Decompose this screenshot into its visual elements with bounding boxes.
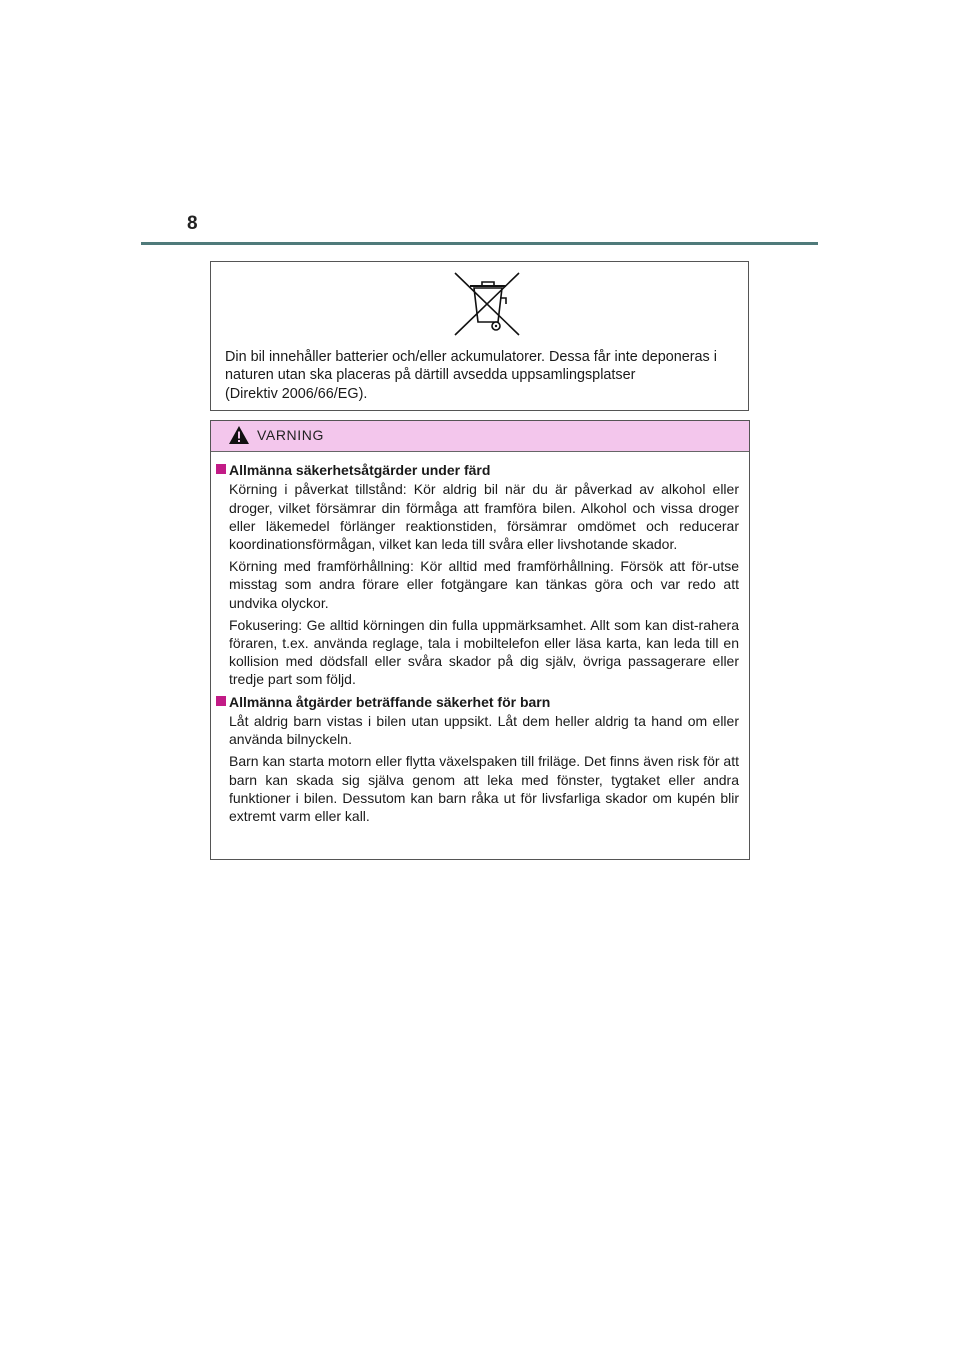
- notice-line: Din bil innehåller batterier och/eller ackumulatorer. Dessa får inte deponeras i: [225, 349, 717, 365]
- warning-body: [211, 451, 749, 825]
- page-number: 8: [187, 213, 198, 234]
- warning-section: [211, 461, 749, 689]
- warning-title: VARNING: [257, 427, 324, 443]
- warning-box: [210, 420, 750, 860]
- warning-section: [211, 693, 749, 826]
- battery-disposal-text: [225, 348, 749, 403]
- section-bullet-icon: [216, 464, 226, 474]
- warning-triangle-icon: [228, 425, 250, 445]
- notice-line: naturen utan ska placeras på därtill avsedda uppsamlingsplatser: [225, 367, 636, 384]
- section-heading: [211, 693, 749, 711]
- crossed-out-wheeled-bin-icon: [452, 270, 522, 338]
- warning-paragraph: Fokusering: Ge alltid körningen din fulla uppmärksamhet. Allt som kan dist-rahera föraren, t.ex. använda reglage, tala i mobiltelefon eller läsa karta, kan leda till en kollision med dödsfall eller svåra skador på dig själv, övriga passagerare eller tredje part som följd.: [229, 616, 739, 688]
- section-heading: [211, 461, 749, 479]
- section-bullet-icon: [216, 696, 226, 706]
- warning-paragraph: Barn kan starta motorn eller flytta växelspaken till friläge. Det finns även risk för att barn kan skada sig själva genom att leka med fönster, tygtaket eller andra funktioner i bilen. Dessutom kan barn råka ut för livsfarliga skador om kupén blir extremt varm eller kall.: [229, 753, 739, 825]
- battery-disposal-notice: [210, 261, 749, 411]
- notice-line: (Direktiv 2006/66/EG).: [225, 385, 368, 402]
- warning-header: [211, 421, 749, 452]
- header-rule: [141, 242, 818, 245]
- warning-paragraph: Körning i påverkat tillstånd: Kör aldrig bil när du är påverkad av alkohol eller droger, vilket försämrar din förmåga att framföra bilen. Alkohol och vissa droger eller läkemedel förlänger reaktionstiden, försämrar omdömet och reducerar koordinationsförmågan, vilket kan leda till svåra eller livshotande skador.: [229, 481, 739, 553]
- section-heading-text: Allmänna åtgärder beträffande säkerhet för barn: [229, 693, 551, 710]
- section-heading-text: Allmänna säkerhetsåtgärder under färd: [229, 462, 491, 478]
- warning-paragraph: Körning med framförhållning: Kör alltid med framförhållning. Försök att för-utse misstag som andra förare eller fotgängare kan tänkas göra och var redo att undvika olyckor.: [229, 558, 739, 611]
- warning-paragraph: Låt aldrig barn vistas i bilen utan uppsikt. Låt dem heller aldrig ta hand om eller använda bilnyckeln.: [229, 713, 739, 748]
